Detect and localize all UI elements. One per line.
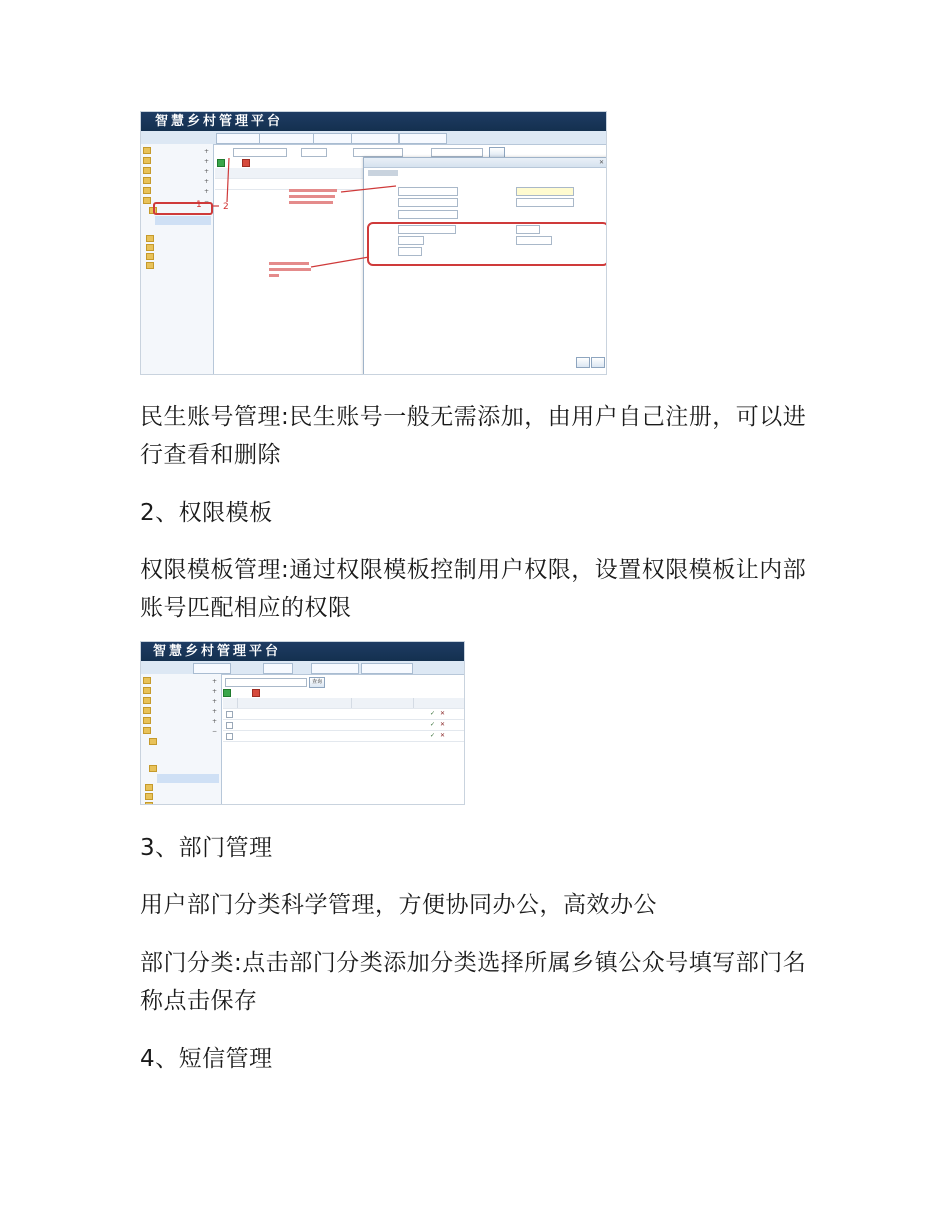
tab-bar bbox=[141, 661, 464, 675]
annotation-arrows bbox=[141, 112, 606, 374]
close-icon[interactable]: ✕ bbox=[440, 721, 446, 728]
search-input[interactable] bbox=[225, 678, 307, 687]
screenshot-permission-template bbox=[140, 641, 465, 805]
close-icon[interactable]: ✕ bbox=[440, 732, 446, 739]
table-row[interactable] bbox=[223, 720, 464, 731]
edit-icon[interactable]: ✓ bbox=[430, 732, 436, 739]
folder-icon bbox=[149, 765, 157, 772]
app-title: 智慧乡村管理平台 bbox=[155, 114, 284, 129]
annotation-label-1: 1 bbox=[196, 200, 202, 210]
search-button-label: 查询 bbox=[311, 679, 322, 685]
folder-icon bbox=[145, 784, 153, 791]
sidebar-item[interactable]: + bbox=[143, 717, 219, 726]
toolbar bbox=[223, 689, 260, 698]
screenshot-user-management bbox=[140, 111, 607, 375]
sidebar-subitem[interactable] bbox=[149, 738, 219, 747]
grid-header bbox=[223, 698, 464, 709]
search-button[interactable] bbox=[309, 677, 325, 688]
sidebar-item[interactable] bbox=[145, 784, 219, 793]
folder-icon bbox=[143, 697, 151, 704]
add-icon[interactable] bbox=[223, 689, 231, 697]
close-icon[interactable]: ✕ bbox=[440, 710, 446, 717]
folder-icon bbox=[145, 802, 153, 805]
close-icon[interactable]: ✕ bbox=[598, 159, 604, 166]
heading-permission-template: 2、权限模板 bbox=[140, 500, 273, 526]
delete-icon[interactable] bbox=[252, 689, 260, 697]
paragraph-permission-template: 权限模板管理:通过权限模板控制用户权限，设置权限模板让内部账号匹配相应的权限 bbox=[140, 557, 807, 621]
sidebar bbox=[141, 674, 222, 804]
tab-4[interactable] bbox=[361, 663, 413, 674]
paragraph-livelihood-accounts: 民生账号管理:民生账号一般无需添加，由用户自己注册，可以进行查看和删除 bbox=[140, 404, 807, 468]
folder-icon bbox=[143, 677, 151, 684]
template-grid bbox=[223, 698, 464, 804]
sidebar-item[interactable] bbox=[145, 802, 219, 805]
sidebar-item[interactable]: + bbox=[143, 157, 211, 166]
sidebar-item[interactable]: − bbox=[143, 727, 219, 736]
heading-sms-management: 4、短信管理 bbox=[140, 1046, 273, 1072]
annotation-label-2: 2 bbox=[223, 202, 229, 212]
sidebar-item[interactable]: + bbox=[143, 707, 219, 716]
sidebar-subitem[interactable] bbox=[157, 756, 219, 765]
sidebar-subitem[interactable] bbox=[157, 747, 219, 756]
folder-icon bbox=[143, 707, 151, 714]
sidebar-item[interactable]: + bbox=[143, 697, 219, 706]
sidebar-subitem[interactable] bbox=[149, 765, 219, 774]
paragraph-department-management: 用户部门分类科学管理，方便协同办公，高效办公 bbox=[140, 892, 657, 918]
sidebar-item[interactable]: + bbox=[143, 687, 219, 696]
table-row[interactable] bbox=[223, 709, 464, 720]
table-row[interactable] bbox=[223, 731, 464, 742]
folder-icon bbox=[143, 687, 151, 694]
sidebar-item[interactable]: + bbox=[143, 147, 211, 156]
paragraph-department-category: 部门分类:点击部门分类添加分类选择所属乡镇公众号填写部门名称点击保存 bbox=[140, 950, 807, 1014]
app-banner bbox=[141, 642, 464, 661]
tab-1[interactable] bbox=[193, 663, 231, 674]
sidebar-item[interactable]: + bbox=[143, 677, 219, 686]
tab-2[interactable] bbox=[263, 663, 293, 674]
sidebar-item[interactable] bbox=[145, 793, 219, 802]
sidebar-subitem-selected[interactable] bbox=[157, 774, 219, 783]
edit-icon[interactable]: ✓ bbox=[430, 721, 436, 728]
folder-icon bbox=[149, 738, 157, 745]
sidebar-item[interactable]: + bbox=[143, 177, 211, 186]
folder-icon bbox=[145, 793, 153, 800]
tab-3[interactable] bbox=[311, 663, 359, 674]
folder-icon bbox=[143, 717, 151, 724]
app-title: 智慧乡村管理平台 bbox=[153, 644, 282, 659]
heading-department-management: 3、部门管理 bbox=[140, 835, 273, 861]
sidebar-item[interactable]: + bbox=[143, 187, 211, 196]
edit-icon[interactable]: ✓ bbox=[430, 710, 436, 717]
sidebar-item[interactable]: + bbox=[143, 167, 211, 176]
sidebar-item[interactable]: − bbox=[143, 197, 211, 206]
folder-icon bbox=[143, 727, 151, 734]
